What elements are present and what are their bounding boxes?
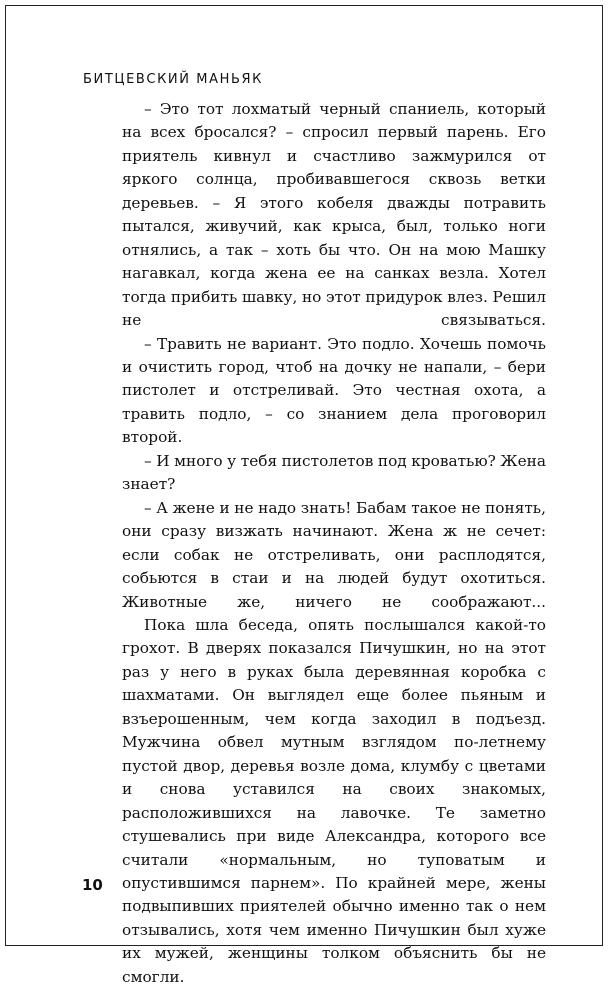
- paragraph: – Это тот лохматый черный спаниель, который на всех бросался? – спросил первый парень. Его приятель кивнул и счастливо зажмурился от яркого солнца, пробивавшегося сквозь ветки деревьев. – Я этого кобеля дважды потравить пытался, живучий, как крыса, был, только ноги отнялись, а так – хоть бы что. Он на мою Машку нагавкал, когда жена ее на санках везла. Хотел тогда прибить шавку, но этот придурок влез. Решил не связываться.: [122, 100, 546, 330]
- paragraph: Пока шла беседа, опять послышался какой-то грохот. В дверях показался Пичушкин, но на этот раз у него в руках была деревянная коробка с шахматами. Он выглядел еще более пьяным и взъерошенным, чем когда заходил в подъезд. Мужчина обвел мутным взглядом по-летнему пустой двор, деревья возле дома, клумбу с цветами и снова уставился на своих знакомых, расположившихся на лавочке. Те заметно стушевались при виде Александра, которого все считали «нормальным, но туповатым и опустившимся парнем». По крайней мере, жены подвыпивших приятелей обычно именно так о нем отзывались, хотя чем именно Пичушкин был хуже их мужей, женщины толком объяснить бы не смогли.: [122, 615, 546, 986]
- paragraph: – И много у тебя пистолетов под кроватью? Жена знает?: [122, 451, 546, 494]
- paragraph: – А жене и не надо знать! Бабам такое не понять, они сразу визжать начинают. Жена ж не сечет: если собак не отстреливать, они расплодятся, собьются в стаи и на людей будут охотиться. Животные же, ничего не соображают...: [122, 498, 546, 611]
- body-text: [122, 98, 546, 989]
- page-number: 10: [82, 876, 103, 894]
- paragraph: – Травить не вариант. Это подло. Хочешь помочь и очистить город, чтоб на дочку не напали, – бери пистолет и отстреливай. Это честная охота, а травить подло, – со знанием дела проговорил второй.: [122, 334, 546, 447]
- running-head: БИТЦЕВСКИЙ МАНЬЯК: [83, 72, 263, 87]
